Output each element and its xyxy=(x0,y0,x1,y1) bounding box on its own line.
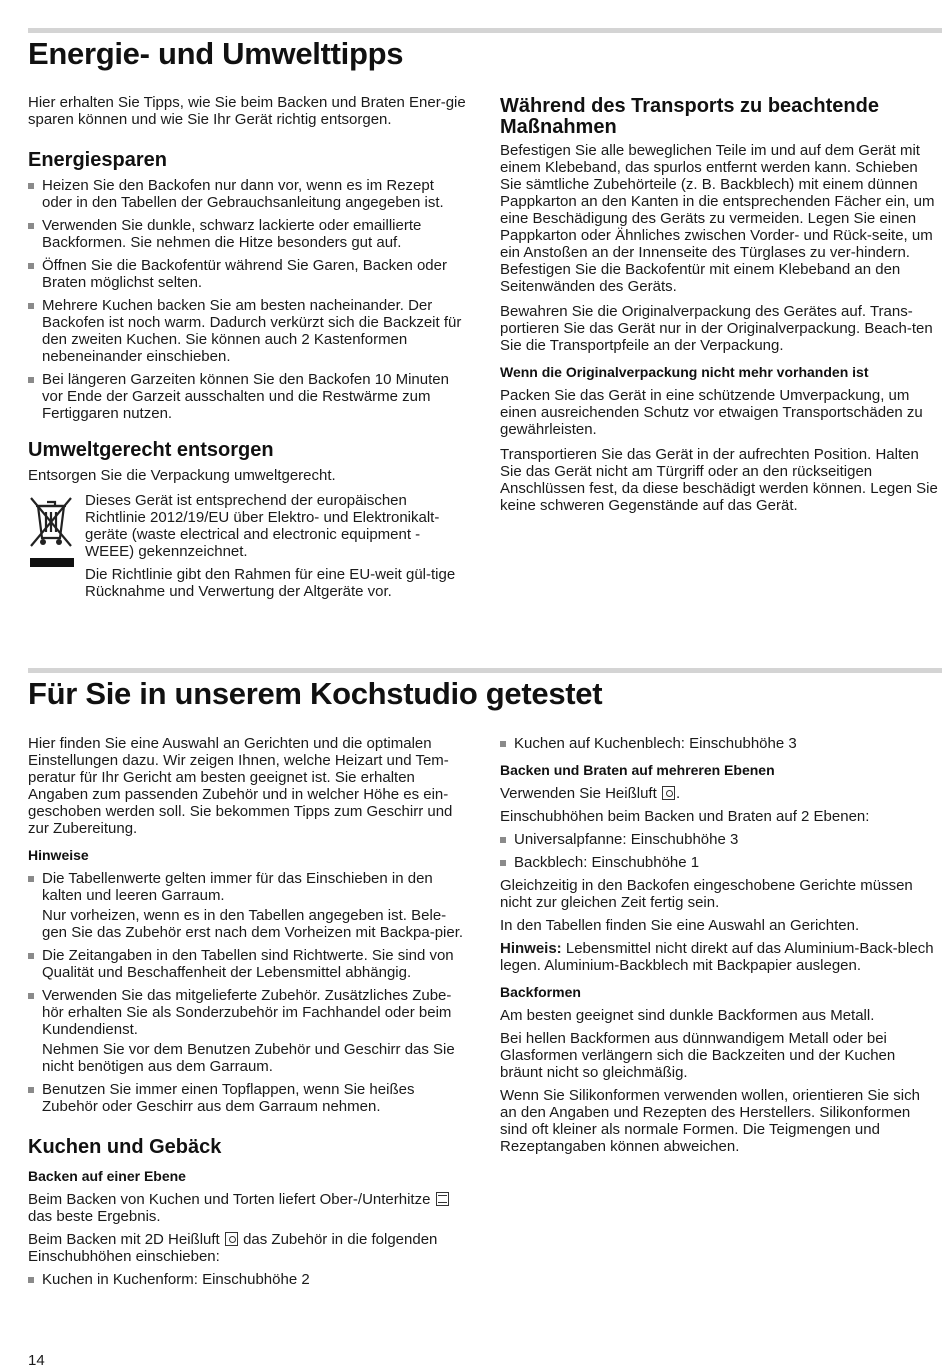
one-level-text-2 xyxy=(28,1231,468,1265)
text-part: Beim Backen von Kuchen und Torten liefert Ober-/Unterhitze xyxy=(28,1191,431,1208)
heading-hinweise: Hinweise xyxy=(28,847,89,863)
heading-multi-level: Backen und Braten auf mehreren Ebenen xyxy=(500,762,775,778)
transport-text-2: Bewahren Sie die Originalverpackung des Gerätes auf. Trans-portieren Sie das Gerät nur in der Originalverpackung. Beach-ten Sie die Transportpfeile an der Verpackung. xyxy=(500,303,933,354)
hint-paragraph xyxy=(500,940,940,974)
hint-text: Lebensmittel nicht direkt auf das Aluminium-Back-blech legen. Aluminium-Backblech mit Backpapier auslegen. xyxy=(500,940,934,974)
list-item: Universalpfanne: Einschubhöhe 3 xyxy=(500,831,940,848)
heading-original-packaging: Wenn die Originalverpackung nicht mehr vorhanden ist xyxy=(500,364,869,380)
right-column-kochstudio xyxy=(500,735,940,1161)
heading-kuchen: Kuchen und Gebäck xyxy=(28,1136,222,1158)
multi-level-text-4: In den Tabellen finden Sie eine Auswahl an Gerichten. xyxy=(500,917,860,934)
heading-backformen: Backformen xyxy=(500,984,581,1000)
energy-tips-list xyxy=(28,177,468,422)
note-subtext: Nur vorheizen, wenn es in den Tabellen angegeben ist. Bele-gen Sie das Zubehör erst nach dem Vorheizen mit Backpa-pier. xyxy=(42,907,464,941)
heading-umweltgerecht: Umweltgerecht entsorgen xyxy=(28,439,274,461)
list-item xyxy=(28,987,468,1075)
weee-text-1: Dieses Gerät ist entsprechend der europäischen Richtlinie 2012/19/EU über Elektro- und Elektronikalt-geräte (waste electrical and electronic equipment - WEEE) gekennzeichnet. xyxy=(85,492,440,560)
forms-text-2: Bei hellen Backformen aus dünnwandigem Metall oder bei Glasformen verlängern sich die Backzeiten und der Kuchen bräunt nicht so gleichmäßig. xyxy=(500,1030,896,1081)
text-part: Beim Backen mit 2D Heißluft xyxy=(28,1231,220,1248)
notes-list xyxy=(28,870,468,1115)
multi-level-text-3: Gleichzeitig in den Backofen eingeschobene Gerichte müssen nicht zur gleichen Zeit fertig sein. xyxy=(500,877,913,911)
heading-transport: Während des Transports zu beachtende Maßnahmen xyxy=(500,95,879,138)
heading-one-level: Backen auf einer Ebene xyxy=(28,1168,186,1184)
crossed-bin-icon xyxy=(28,492,74,570)
left-column-energy xyxy=(28,94,468,606)
weee-block xyxy=(28,492,468,600)
note-text: Verwenden Sie das mitgelieferte Zubehör. Zusätzliches Zube-hör erhalten Sie als Sonderzubehör im Fachhandel oder beim Kundendienst. xyxy=(42,987,452,1038)
one-level-text-1 xyxy=(28,1191,468,1225)
transport-text-1: Befestigen Sie alle beweglichen Teile im und auf dem Gerät mit einem Klebeband, das spurlos entfernt werden kann. Schieben Sie sämtliche Zubehörteile (z. B. Backblech) mit einem dünnen Pappkarton an den Kanten in die entsprechenden Fächer ein, um eine Beschädigung des Geräts zu vermeiden. Legen Sie einen Pappkarton oder Ähnliches zwischen Vorder- und Rück-seite, um ein Anstoßen an der Innenseite des Türglases zu ver-hindern. Befestigen Sie die Backofentür mit einem Klebeband an den Seitenwänden des Geräts. xyxy=(500,142,935,295)
section-divider xyxy=(28,668,942,673)
note-subtext: Nehmen Sie vor dem Benutzen Zubehör und Geschirr das Sie nicht benötigen aus dem Garraum. xyxy=(42,1041,455,1075)
text-part: das beste Ergebnis. xyxy=(28,1208,161,1225)
top-bottom-heat-icon xyxy=(436,1192,449,1206)
heading-energiesparen: Energiesparen xyxy=(28,149,167,171)
hot-air-2d-icon xyxy=(225,1232,238,1246)
list-item xyxy=(28,947,468,981)
section-divider xyxy=(28,28,942,33)
forms-text-1: Am besten geeignet sind dunkle Backformen aus Metall. xyxy=(500,1007,875,1024)
list-item xyxy=(28,870,468,941)
section-title-kochstudio: Für Sie in unserem Kochstudio getestet xyxy=(28,676,603,711)
one-level-list-continued xyxy=(500,735,940,752)
list-item: Öffnen Sie die Backofentür während Sie Garen, Backen oder Braten möglichst selten. xyxy=(28,257,468,291)
hint-label: Hinweis: xyxy=(500,940,562,957)
one-level-list xyxy=(28,1271,468,1288)
section-title-energy: Energie- und Umwelttipps xyxy=(28,36,404,71)
text-part: Verwenden Sie Heißluft xyxy=(500,785,657,802)
hot-air-icon xyxy=(662,786,675,800)
note-text: Die Zeitangaben in den Tabellen sind Richtwerte. Sie sind von Qualität und Beschaffenheit der Lebensmittel abhängig. xyxy=(42,947,454,981)
list-item: Backblech: Einschubhöhe 1 xyxy=(500,854,940,871)
transport-text-4: Transportieren Sie das Gerät in der aufrechten Position. Halten Sie das Gerät nicht am Türgriff oder an den rückseitigen Anschlüssen fest, da diese beschädigt werden können. Legen Sie keine schweren Gegenstände auf das Gerät. xyxy=(500,446,938,514)
list-item: Mehrere Kuchen backen Sie am besten nacheinander. Der Backofen ist noch warm. Dadurch verkürzt sich die Backzeit für den zweiten Kuchen. Sie können auch 2 Kastenformen nebeneinander einschieben. xyxy=(28,297,468,365)
multi-level-list xyxy=(500,831,940,871)
note-text: Die Tabellenwerte gelten immer für das Einschieben in den kalten und leeren Garraum. xyxy=(42,870,433,904)
disposal-intro: Entsorgen Sie die Verpackung umweltgerecht. xyxy=(28,467,336,484)
text-part: das Zubehör in die folgenden Einschubhöhen einschieben: xyxy=(28,1231,438,1265)
transport-text-3: Packen Sie das Gerät in eine schützende Umverpackung, um einen ausreichenden Schutz vor etwaigen Transportschäden zu gewährleisten. xyxy=(500,387,923,438)
weee-text-2: Die Richtlinie gibt den Rahmen für eine EU-weit gül-tige Rücknahme und Verwertung der Altgeräte vor. xyxy=(85,566,456,600)
list-item: Bei längeren Garzeiten können Sie den Backofen 10 Minuten vor Ende der Garzeit ausschalten und die Restwärme zum Fertiggaren nutzen. xyxy=(28,371,468,422)
multi-level-text-2: Einschubhöhen beim Backen und Braten auf 2 Ebenen: xyxy=(500,808,870,825)
list-item: Verwenden Sie dunkle, schwarz lackierte oder emaillierte Backformen. Sie nehmen die Hitze besonders gut auf. xyxy=(28,217,468,251)
kochstudio-intro: Hier finden Sie eine Auswahl an Gerichten und die optimalen Einstellungen dazu. Wir zeigen Ihnen, welche Heizart und Tem-peratur für Ihr Gericht am besten geeignet ist. Sie erhalten Angaben zum passenden Zubehör und in welcher Höhe es ein-geschoben werden soll. Sie bekommen Tipps zum Geschirr und zur Zubereitung. xyxy=(28,735,453,837)
list-item: Heizen Sie den Backofen nur dann vor, wenn es im Rezept oder in den Tabellen der Gebrauchsanleitung angegeben ist. xyxy=(28,177,468,211)
list-item xyxy=(28,1081,468,1115)
list-item: Kuchen auf Kuchenblech: Einschubhöhe 3 xyxy=(500,735,940,752)
page-number: 14 xyxy=(28,1352,45,1369)
multi-level-text-1 xyxy=(500,785,940,802)
forms-text-3: Wenn Sie Silikonformen verwenden wollen, orientieren Sie sich an den Angaben und Rezepten des Herstellers. Silikonformen sind oft kleiner als normale Formen. Die Teigmengen und Rezeptangaben können abweichen. xyxy=(500,1087,920,1155)
left-column-kochstudio xyxy=(28,735,468,1294)
text-part: . xyxy=(675,785,681,802)
note-text: Benutzen Sie immer einen Topflappen, wenn Sie heißes Zubehör oder Geschirr aus dem Garraum nehmen. xyxy=(42,1081,415,1115)
intro-text: Hier erhalten Sie Tipps, wie Sie beim Backen und Braten Ener-gie sparen können und wie Sie Ihr Gerät richtig entsorgen. xyxy=(28,94,466,128)
right-column-transport xyxy=(500,96,940,520)
list-item: Kuchen in Kuchenform: Einschubhöhe 2 xyxy=(28,1271,468,1288)
